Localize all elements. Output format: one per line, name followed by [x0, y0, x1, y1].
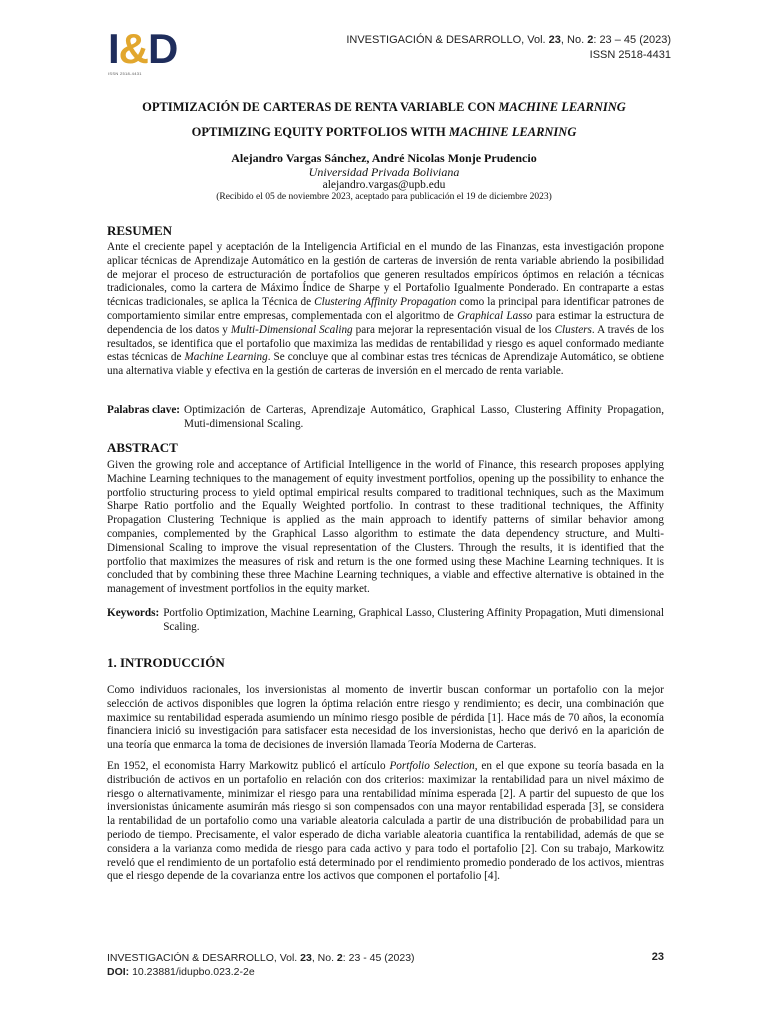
author-email[interactable]: alejandro.vargas@upb.edu [322, 179, 446, 191]
keywords-spanish [107, 404, 664, 432]
footer-journal: INVESTIGACIÓN & DESARROLLO, Vol. 23, No. 2: 23 - 45 (2023) [107, 952, 415, 964]
keywords-english-label: Keywords: [107, 607, 160, 619]
affiliation: Universidad Privada Boliviana [308, 165, 460, 179]
logo-letter-d: D [148, 25, 178, 72]
journal-logo [108, 25, 198, 76]
keywords-english-value: Portfolio Optimization, Machine Learning, Graphical Lasso, Clustering Affinity Propagation, Muti dimensional Scaling. [163, 607, 664, 633]
journal-citation: INVESTIGACIÓN & DESARROLLO, Vol. 23, No. 2: 23 – 45 (2023) [346, 34, 671, 46]
authors: Alejandro Vargas Sánchez, André Nicolas Monje Prudencio [231, 151, 537, 165]
footer-citation [107, 951, 415, 979]
keywords-spanish-label: Palabras clave: [107, 404, 181, 416]
abstract-text: Given the growing role and acceptance of Artificial Intelligence in the world of Finance, this research proposes applying Machine Learning techniques to the management of equity investment portfolios, opening up the possibility to enhance the portfolio structuring process to yield optimal empirical results compared to traditional techniques, such as the Maximum Sharpe Ratio portfolio and the Equally Weighted portfolio. In contrast to these traditional techniques, the Affinity Propagation Clustering Technique is applied as the main approach to identify patterns of similar behavior among companies, complemented by the Graphical Lasso algorithm to estimate the data dependency structure, and Multi-Dimensional Scaling to improve the visual representation of the Clusters. Through the results, it is identified that the portfolio that maximizes the measures of risk and return is the one formed using these Machine Learning techniques. It is concluded that by combining these three Machine Learning techniques, a viable and effective alternative is obtained in the management of investment portfolios in the equity market. [107, 459, 664, 596]
logo-ampersand: & [118, 25, 149, 72]
logo-subtitle: ISSN 2518-4431 [108, 71, 142, 76]
introduction-paragraph-1: Como individuos racionales, los inversionistas al momento de invertir buscan conformar un portafolio con la mejor selección de activos disponibles que logren la óptima relación entre riesgo y rendimiento; es decir, una combinación que maximice su rentabilidad esperada asumiendo un mínimo riesgo posible de pérdida [1]. Hace más de 70 años, la economía financiera inició su investigación para satisfacer esta necesidad de los inversionistas, hecho que derivó en la aparición de una teoría que enmarca la toma de decisiones de inversión llamada Teoría Moderna de Carteras. [107, 684, 664, 752]
introduction-paragraph-2: En 1952, el economista Harry Markowitz publicó el artículo Portfolio Selection, en el que expone su teoría basada en la distribución de activos en un portafolio en relación con dos criterios: maximizar la rentabilidad para un nivel máximo de riesgo o alternativamente, minimizar el riesgo para una rentabilidad mínima esperada [2]. A partir del supuesto de que los inversionistas únicamente asumirán más riesgo si son compensados con una mayor rentabilidad esperada [3], se considera la rentabilidad de un portafolio como una variable aleatoria calculada a partir de una distribución de probabilidad para un periodo de tiempo. Precisamente, el valor esperado de dicha variable aleatoria cuantifica la rentabilidad, además de que se considera a la varianza como medida de riesgo para cada activo y para todo el portafolio [2]. Con su trabajo, Markowitz reveló que el rendimiento de un portafolio está determinado por el rendimiento promedio ponderado de los activos, mientras que el riesgo depende de la covarianza entre los activos que componen el portafolio [4]. [107, 760, 664, 883]
journal-header [346, 33, 671, 63]
journal-issn: ISSN 2518-4431 [589, 49, 671, 61]
resumen-text: Ante el creciente papel y aceptación de la Inteligencia Artificial en el mundo de las Finanzas, esta investigación propone aplicar técnicas de Aprendizaje Automático en la gestión de carteras de inversión de renta variable abriendo la posibilidad de mejorar el proceso de estructuración de portafolios que generen resultados empíricos óptimos en relación a técnicas tradicionales, como la cartera de Máximo Índice de Sharpe y el Portafolio Igualmente Ponderado. En contraparte a estas técnicas tradicionales, se aplica la Técnica de Clustering Affinity Propagation como la principal para identificar patrones de comportamiento similar entre empresas, complementada con el algoritmo de Graphical Lasso para estimar la estructura de dependencia de los datos y Multi-Dimensional Scaling para mejorar la representación visual de los Clusters. A través de los resultados, se identifica que el portafolio que maximiza las medidas de rentabilidad y riesgo es aquel conformado mediante estas técnicas de Machine Learning. Se concluye que al combinar estas tres técnicas de Aprendizaje Automático, se obtiene una alternativa viable y efectiva en la gestión de carteras de inversión en el mercado de renta variable. [107, 241, 664, 378]
page-number: 23 [651, 951, 664, 963]
received-dates: (Recibido el 05 de noviembre 2023, aceptado para publicación el 19 de diciembre 2023) [216, 192, 552, 202]
abstract-heading: ABSTRACT [107, 440, 178, 455]
title-spanish: OPTIMIZACIÓN DE CARTERAS DE RENTA VARIABLE CON MACHINE LEARNING [142, 100, 626, 114]
introduction-heading: 1. INTRODUCCIÓN [107, 655, 225, 670]
footer-doi[interactable]: DOI: 10.23881/idupbo.023.2-2e [107, 966, 255, 978]
keywords-english [107, 607, 664, 635]
logo-letter-i: I [108, 25, 119, 72]
keywords-spanish-value: Optimización de Carteras, Aprendizaje Automático, Graphical Lasso, Clustering Affinity Propagation, Muti-dimensional Scaling. [184, 404, 664, 430]
title-english: OPTIMIZING EQUITY PORTFOLIOS WITH MACHINE LEARNING [191, 125, 577, 139]
resumen-heading: RESUMEN [107, 223, 173, 238]
